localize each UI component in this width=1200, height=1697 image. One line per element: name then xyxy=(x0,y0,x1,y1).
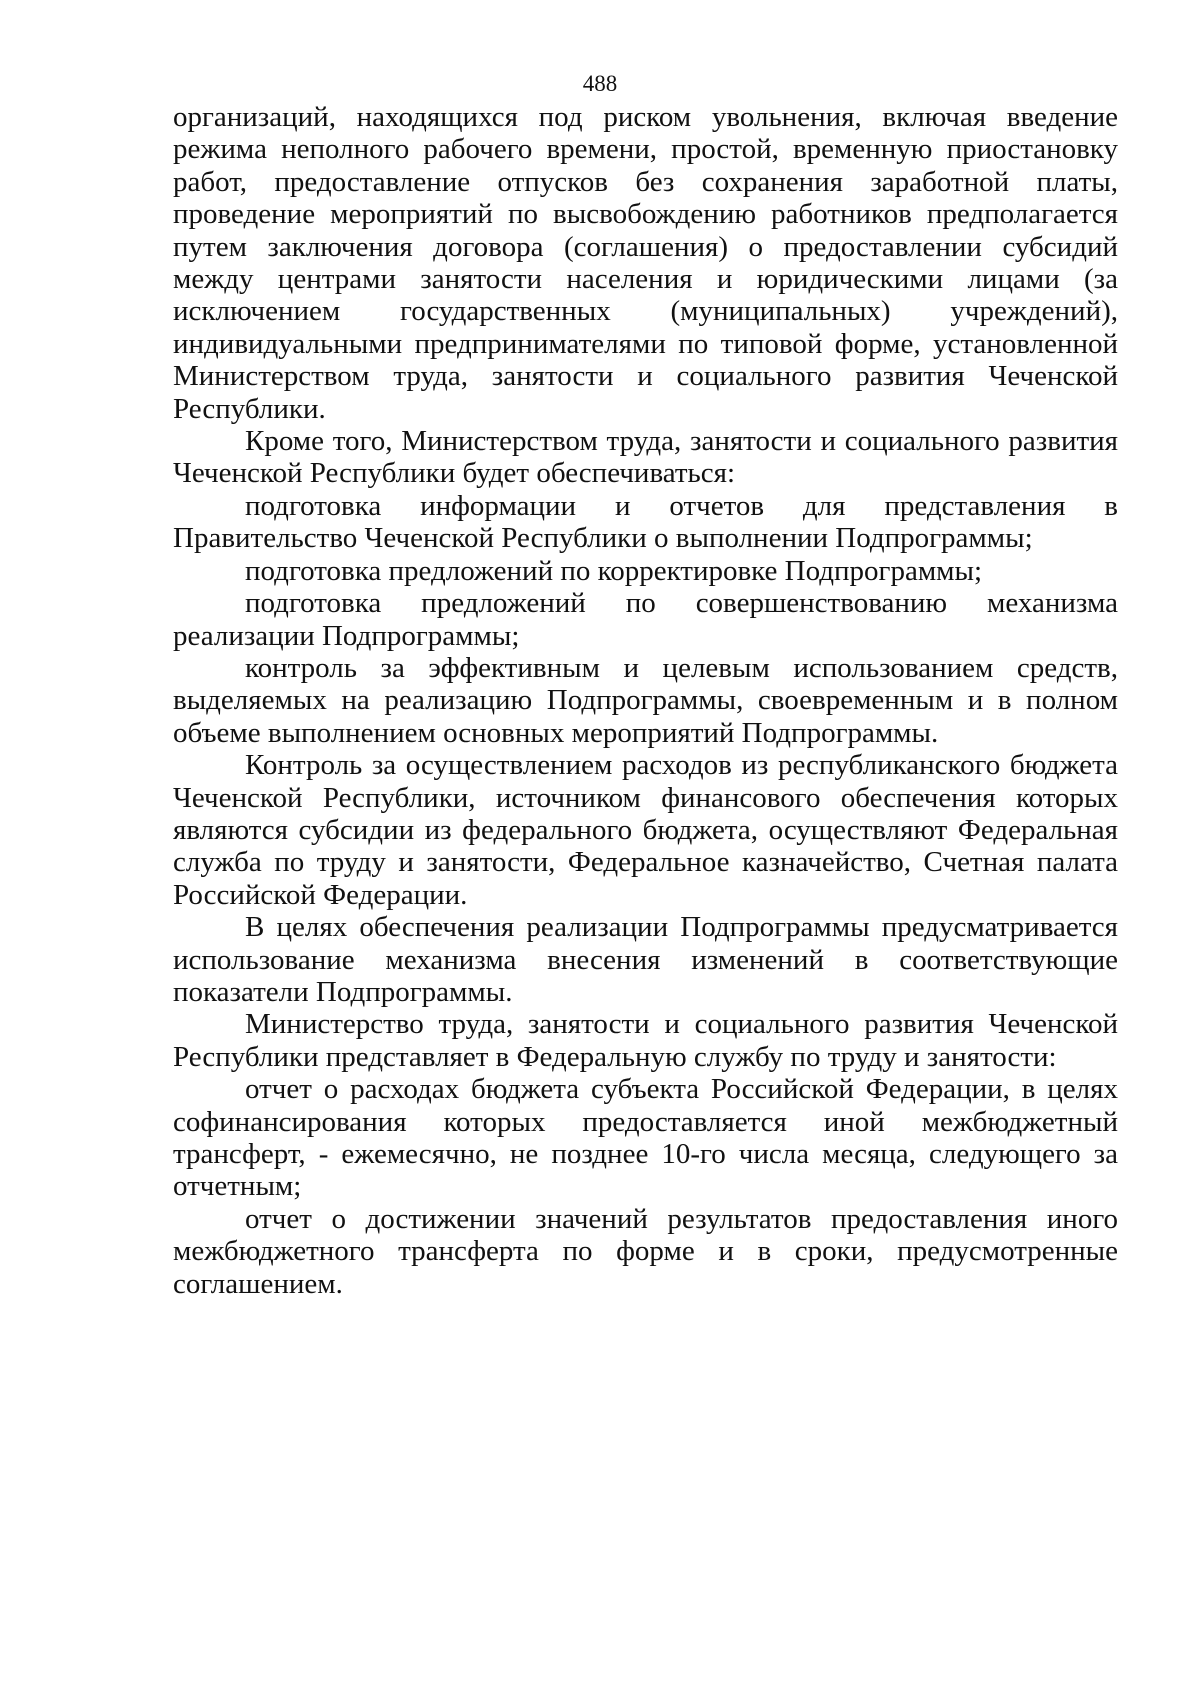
paragraph-3: подготовка информации и отчетов для представления в Правительство Чеченской Республики о выполнении Подпрограммы; xyxy=(173,489,1118,555)
paragraph-11: отчет о достижении значений результатов предоставления иного межбюджетного трансферта по форме и в сроки, предусмотренные соглашением. xyxy=(173,1202,1118,1300)
paragraph-10: отчет о расходах бюджета субъекта Российской Федерации, в целях софинансирования которых предоставляется иной межбюджетный трансферт, - ежемесячно, не позднее 10-го числа месяца, следующего за отчетным; xyxy=(173,1073,1118,1203)
paragraph-9: Министерство труда, занятости и социального развития Чеченской Республики представляет в Федеральную службу по труду и занятости: xyxy=(173,1008,1118,1073)
document-body xyxy=(173,101,1118,1300)
page-number: 488 xyxy=(582,71,618,96)
paragraph-2: Кроме того, Министерством труда, занятости и социального развития Чеченской Республики будет обеспечиваться: xyxy=(173,425,1118,490)
paragraph-4: подготовка предложений по корректировке Подпрограммы; xyxy=(245,554,983,587)
paragraph-8: В целях обеспечения реализации Подпрограммы предусматривается использование механизма внесения изменений в соответствующие показатели Подпрограммы. xyxy=(173,911,1118,1008)
paragraph-1-continuation: организаций, находящихся под риском увольнения, включая введение режима неполного рабочего времени, простой, временную приостановку работ, предоставление отпусков без сохранения заработной платы, проведение мероприятий по высвобождению работников предполагается путем заключения договора (соглашения) о предоставлении субсидий между центрами занятости населения и юридическими лицами (за исключением государственных (муниципальных) учреждений), индивидуальными предпринимателями по типовой форме, установленной Министерством труда, занятости и социального развития Чеченской Республики. xyxy=(173,101,1118,425)
paragraph-6: контроль за эффективным и целевым использованием средств, выделяемых на реализацию Подпрограммы, своевременным и в полном объеме выполнением основных мероприятий Подпрограммы. xyxy=(173,651,1118,749)
paragraph-7: Контроль за осуществлением расходов из республиканского бюджета Чеченской Республики, источником финансового обеспечения которых являются субсидии из федерального бюджета, осуществляют Федеральная служба по труду и занятости, Федеральное казначейство, Счетная палата Российской Федерации. xyxy=(173,749,1118,911)
paragraph-5: подготовка предложений по совершенствованию механизма реализации Подпрограммы; xyxy=(173,587,1118,652)
